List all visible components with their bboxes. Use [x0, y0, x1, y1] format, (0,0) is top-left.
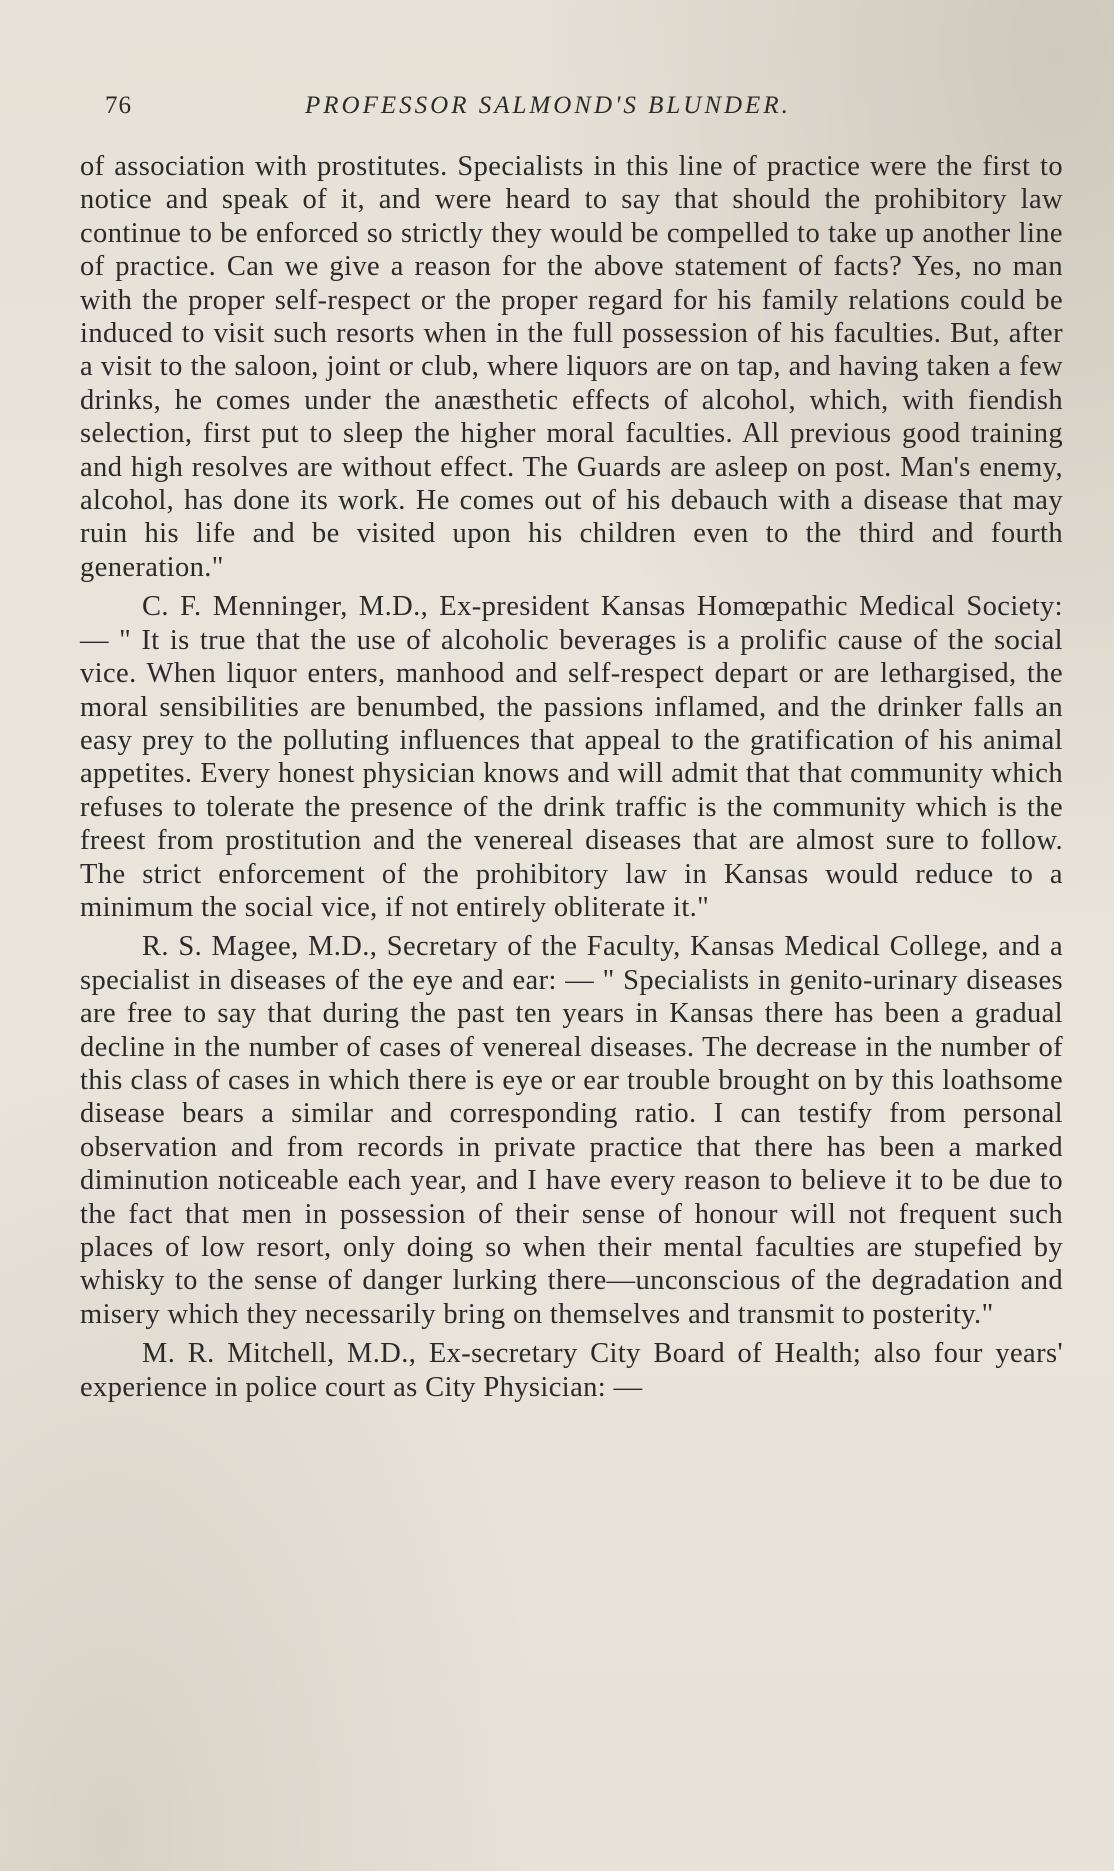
- page-number: 76: [105, 92, 132, 119]
- running-title: PROFESSOR SALMOND'S BLUNDER.: [305, 92, 791, 119]
- paragraph-menninger: C. F. Menninger, M.D., Ex-president Kansas Homœpathic Medical Society: — " It is true that the use of alcoholic beverages is a prolific cause of the social vice. When liquor enters, manhood and self-respect depart or are lethargised, the moral sensibilities are benumbed, the passions inflamed, and the drinker falls an easy prey to the polluting influences that appeal to the gratification of his animal appetites. Every honest physician knows and will admit that that community which refuses to tolerate the presence of the drink traffic is the community which is the freest from prostitution and the venereal diseases that are almost sure to follow. The strict enforcement of the prohibitory law in Kansas would reduce to a minimum the social vice, if not entirely obliterate it.": [80, 591, 1063, 923]
- page-header: [105, 92, 906, 126]
- paragraph-mitchell: M. R. Mitchell, M.D., Ex-secretary City Board of Health; also four years' experience in police court as City Physician: —: [80, 1338, 1063, 1403]
- paragraph-continuation: of association with prostitutes. Specialists in this line of practice were the first to notice and speak of it, and were heard to say that should the prohibitory law continue to be enforced so strictly they would be compelled to take up another line of practice. Can we give a reason for the above statement of facts? Yes, no man with the proper self-respect or the proper regard for his family relations could be induced to visit such resorts when in the full possession of his faculties. But, after a visit to the saloon, joint or club, where liquors are on tap, and having taken a few drinks, he comes under the anæsthetic effects of alcohol, which, with fiendish selection, first put to sleep the higher moral faculties. All previous good training and high resolves are without effect. The Guards are asleep on post. Man's enemy, alcohol, has done its work. He comes out of his debauch with a disease that may ruin his life and be visited upon his children even to the third and fourth generation.": [80, 151, 1063, 583]
- body-text: [80, 150, 1063, 1404]
- paragraph-magee: R. S. Magee, M.D., Secretary of the Faculty, Kansas Medical College, and a specialist in diseases of the eye and ear: — " Specialists in genito-urinary diseases are free to say that during the past ten years in Kansas there has been a gradual decline in the number of cases of venereal diseases. The decrease in the number of this class of cases in which there is eye or ear trouble brought on by this loathsome disease bears a similar and corresponding ratio. I can testify from personal observation and from records in private practice that there has been a marked diminution noticeable each year, and I have every reason to believe it to be due to the fact that men in possession of their sense of honour will not frequent such places of low resort, only doing so when their mental faculties are stupefied by whisky to the sense of danger lurking there—unconscious of the degradation and misery which they necessarily bring on themselves and transmit to posterity.": [80, 931, 1063, 1330]
